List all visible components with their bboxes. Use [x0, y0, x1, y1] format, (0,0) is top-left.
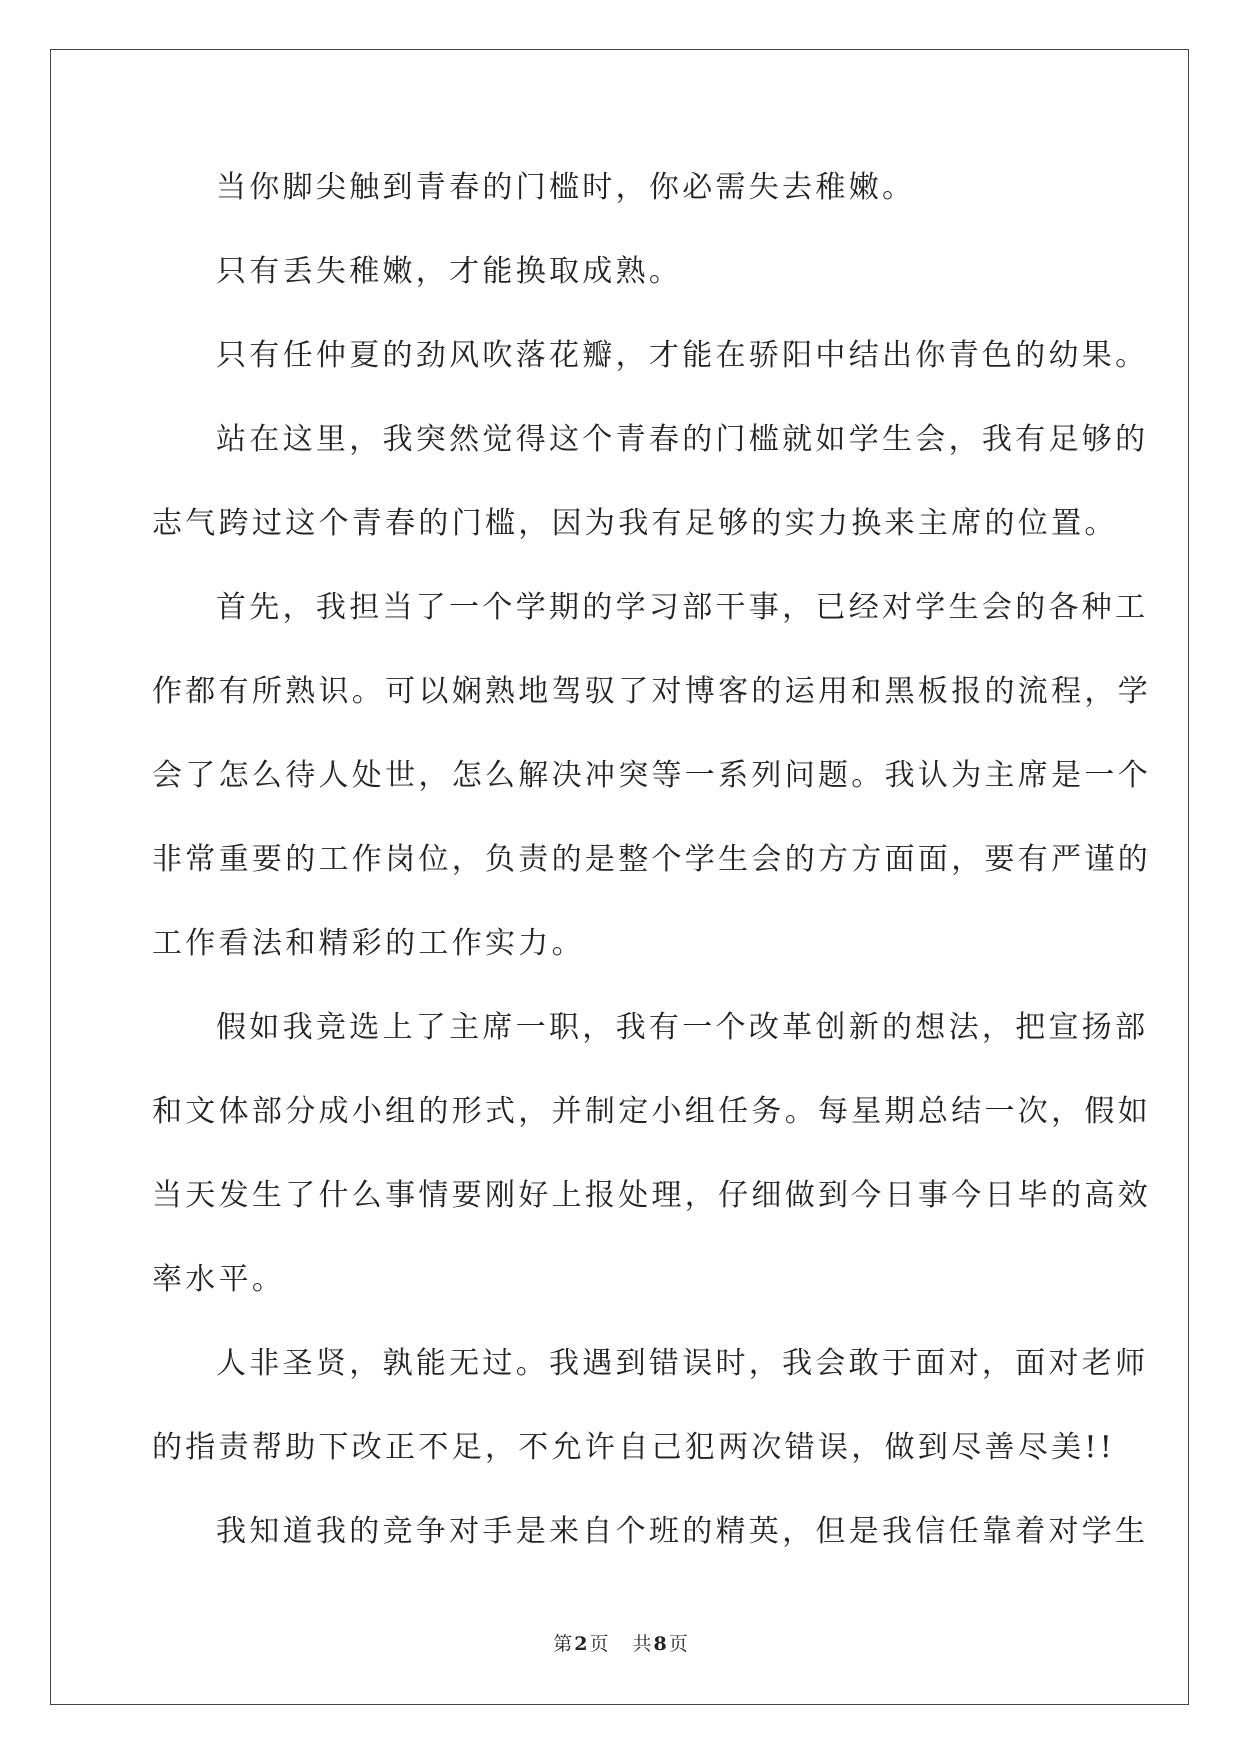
- total-pages: 8: [653, 1633, 667, 1655]
- text-line-2: 只有丢失稚嫩，才能换取成熟。: [216, 254, 683, 289]
- text-line-15: 人非圣贤，孰能无过。我遇到错误时，我会敢于面对，面对老师: [216, 1346, 1149, 1381]
- text-line-7: 作都有所熟识。可以娴熟地驾驭了对博客的运用和黑板报的流程，学: [152, 674, 1151, 709]
- text-line-13: 当天发生了什么事情要刚好上报处理，仔细做到今日事今日毕的高效: [152, 1178, 1151, 1213]
- text-line-4: 站在这里，我突然觉得这个青春的门槛就如学生会，我有足够的: [216, 422, 1149, 457]
- text-line-6: 首先，我担当了一个学期的学习部干事，已经对学生会的各种工: [216, 590, 1149, 625]
- text-line-14: 率水平。: [152, 1262, 286, 1297]
- text-line-10: 工作看法和精彩的工作实力。: [152, 926, 585, 961]
- text-line-3: 只有任仲夏的劲风吹落花瓣，才能在骄阳中结出你青色的幼果。: [216, 338, 1149, 373]
- page-number: 2: [574, 1633, 588, 1655]
- text-line-5: 志气跨过这个青春的门槛，因为我有足够的实力换来主席的位置。: [152, 506, 1118, 541]
- text-line-9: 非常重要的工作岗位，负责的是整个学生会的方方面面，要有严谨的: [152, 842, 1151, 877]
- text-line-11: 假如我竞选上了主席一职，我有一个改革创新的想法，把宣扬部: [216, 1010, 1149, 1045]
- document-body: [152, 160, 1151, 1588]
- total-prefix: 共: [632, 1633, 652, 1655]
- text-line-1: 当你脚尖触到青春的门槛时，你必需失去稚嫩。: [216, 170, 916, 205]
- text-line-17: 我知道我的竞争对手是来自个班的精英，但是我信任靠着对学生: [216, 1514, 1149, 1549]
- text-line-8: 会了怎么待人处世，怎么解决冲突等一系列问题。我认为主席是一个: [152, 758, 1151, 793]
- page-footer: [0, 1629, 1241, 1656]
- page-suffix: 页: [589, 1633, 609, 1655]
- text-line-12: 和文体部分成小组的形式，并制定小组任务。每星期总结一次，假如: [152, 1094, 1151, 1129]
- total-suffix: 页: [668, 1633, 688, 1655]
- page-prefix: 第: [553, 1633, 573, 1655]
- text-line-16: 的指责帮助下改正不足，不允许自己犯两次错误，做到尽善尽美!!: [152, 1430, 1116, 1465]
